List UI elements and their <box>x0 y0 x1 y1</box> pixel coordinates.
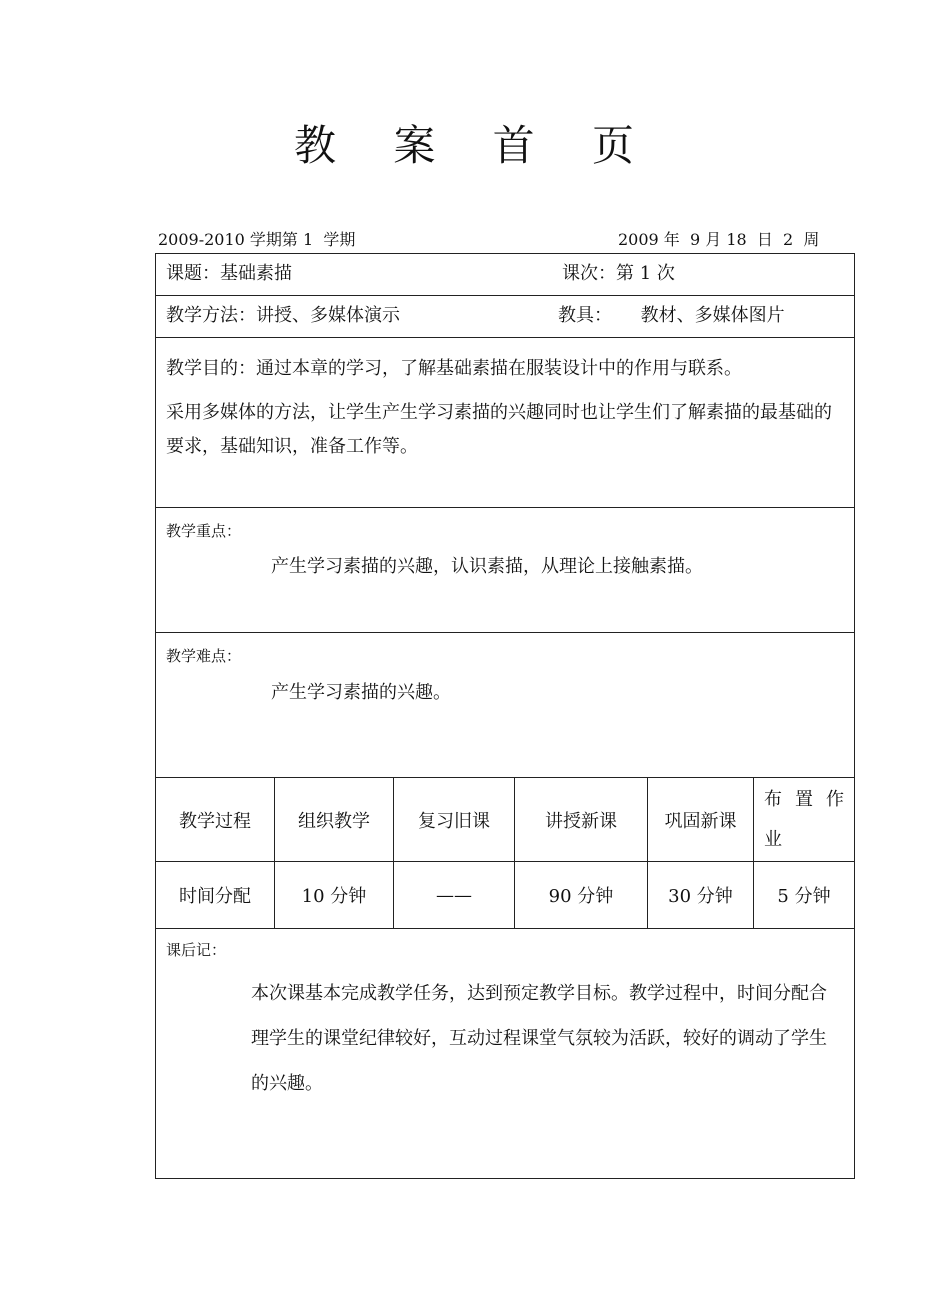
date-info: 2009 年 9 月 18 日 2 周 <box>618 230 820 249</box>
time-allocation-row <box>156 862 854 929</box>
method-field: 教学方法：讲授、多媒体演示 <box>166 305 400 326</box>
topic-row <box>156 254 854 296</box>
process-header-cell: 复习旧课 <box>394 778 515 861</box>
time-value-cell: 5 分钟 <box>777 886 831 907</box>
process-header-cell: 巩固新课 <box>648 778 754 861</box>
lesson-table <box>155 253 855 1179</box>
process-header-cell: 组织教学 <box>275 778 394 861</box>
time-value-cell: 30 分钟 <box>648 862 754 928</box>
process-header-assignment-cell <box>754 778 854 861</box>
semester-info: 2009-2010 学期第 1 学期 <box>158 230 356 249</box>
notes-text: 本次课基本完成教学任务，达到预定教学目标。教学过程中，时间分配合理学生的课堂纪律较好，互动过程课堂气氛较为活跃，较好的调动了学生的兴趣。 <box>251 983 827 1094</box>
time-value-cell: —— <box>394 862 515 928</box>
difficulties-text: 产生学习素描的兴趣。 <box>271 682 451 703</box>
objectives-row <box>156 338 854 508</box>
notes-row <box>156 929 854 1178</box>
difficulties-label: 教学难点： <box>166 647 242 665</box>
topic-field: 课题：基础素描 <box>166 263 292 284</box>
key-points-row <box>156 508 854 633</box>
process-header-cell: 讲授新课 <box>515 778 648 861</box>
difficulties-row <box>156 633 854 778</box>
process-header-row <box>156 778 854 862</box>
key-points-text: 产生学习素描的兴趣，认识素描，从理论上接触素描。 <box>271 556 703 577</box>
tools-field: 教具： 教材、多媒体图片 <box>558 305 785 326</box>
method-row <box>156 296 854 338</box>
objectives-line2: 采用多媒体的方法，让学生产生学习素描的兴趣同时也让学生们了解素描的最基础的要求，基础知识，准备工作等。 <box>166 402 832 457</box>
process-header-cell: 教学过程 <box>156 778 275 861</box>
time-label-cell: 时间分配 <box>156 862 275 928</box>
assignment-header: 布 置 作 业 <box>764 788 844 850</box>
page-title: 教 案 首 页 <box>293 121 657 170</box>
key-points-label: 教学重点： <box>166 522 242 540</box>
session-field: 课次：第 1 次 <box>562 263 675 284</box>
notes-label: 课后记： <box>166 941 227 959</box>
time-value-cell: 10 分钟 <box>275 862 394 928</box>
time-value-cell: 90 分钟 <box>515 862 648 928</box>
objectives-line1: 教学目的：通过本章的学习，了解基础素描在服装设计中的作用与联系。 <box>166 358 742 379</box>
